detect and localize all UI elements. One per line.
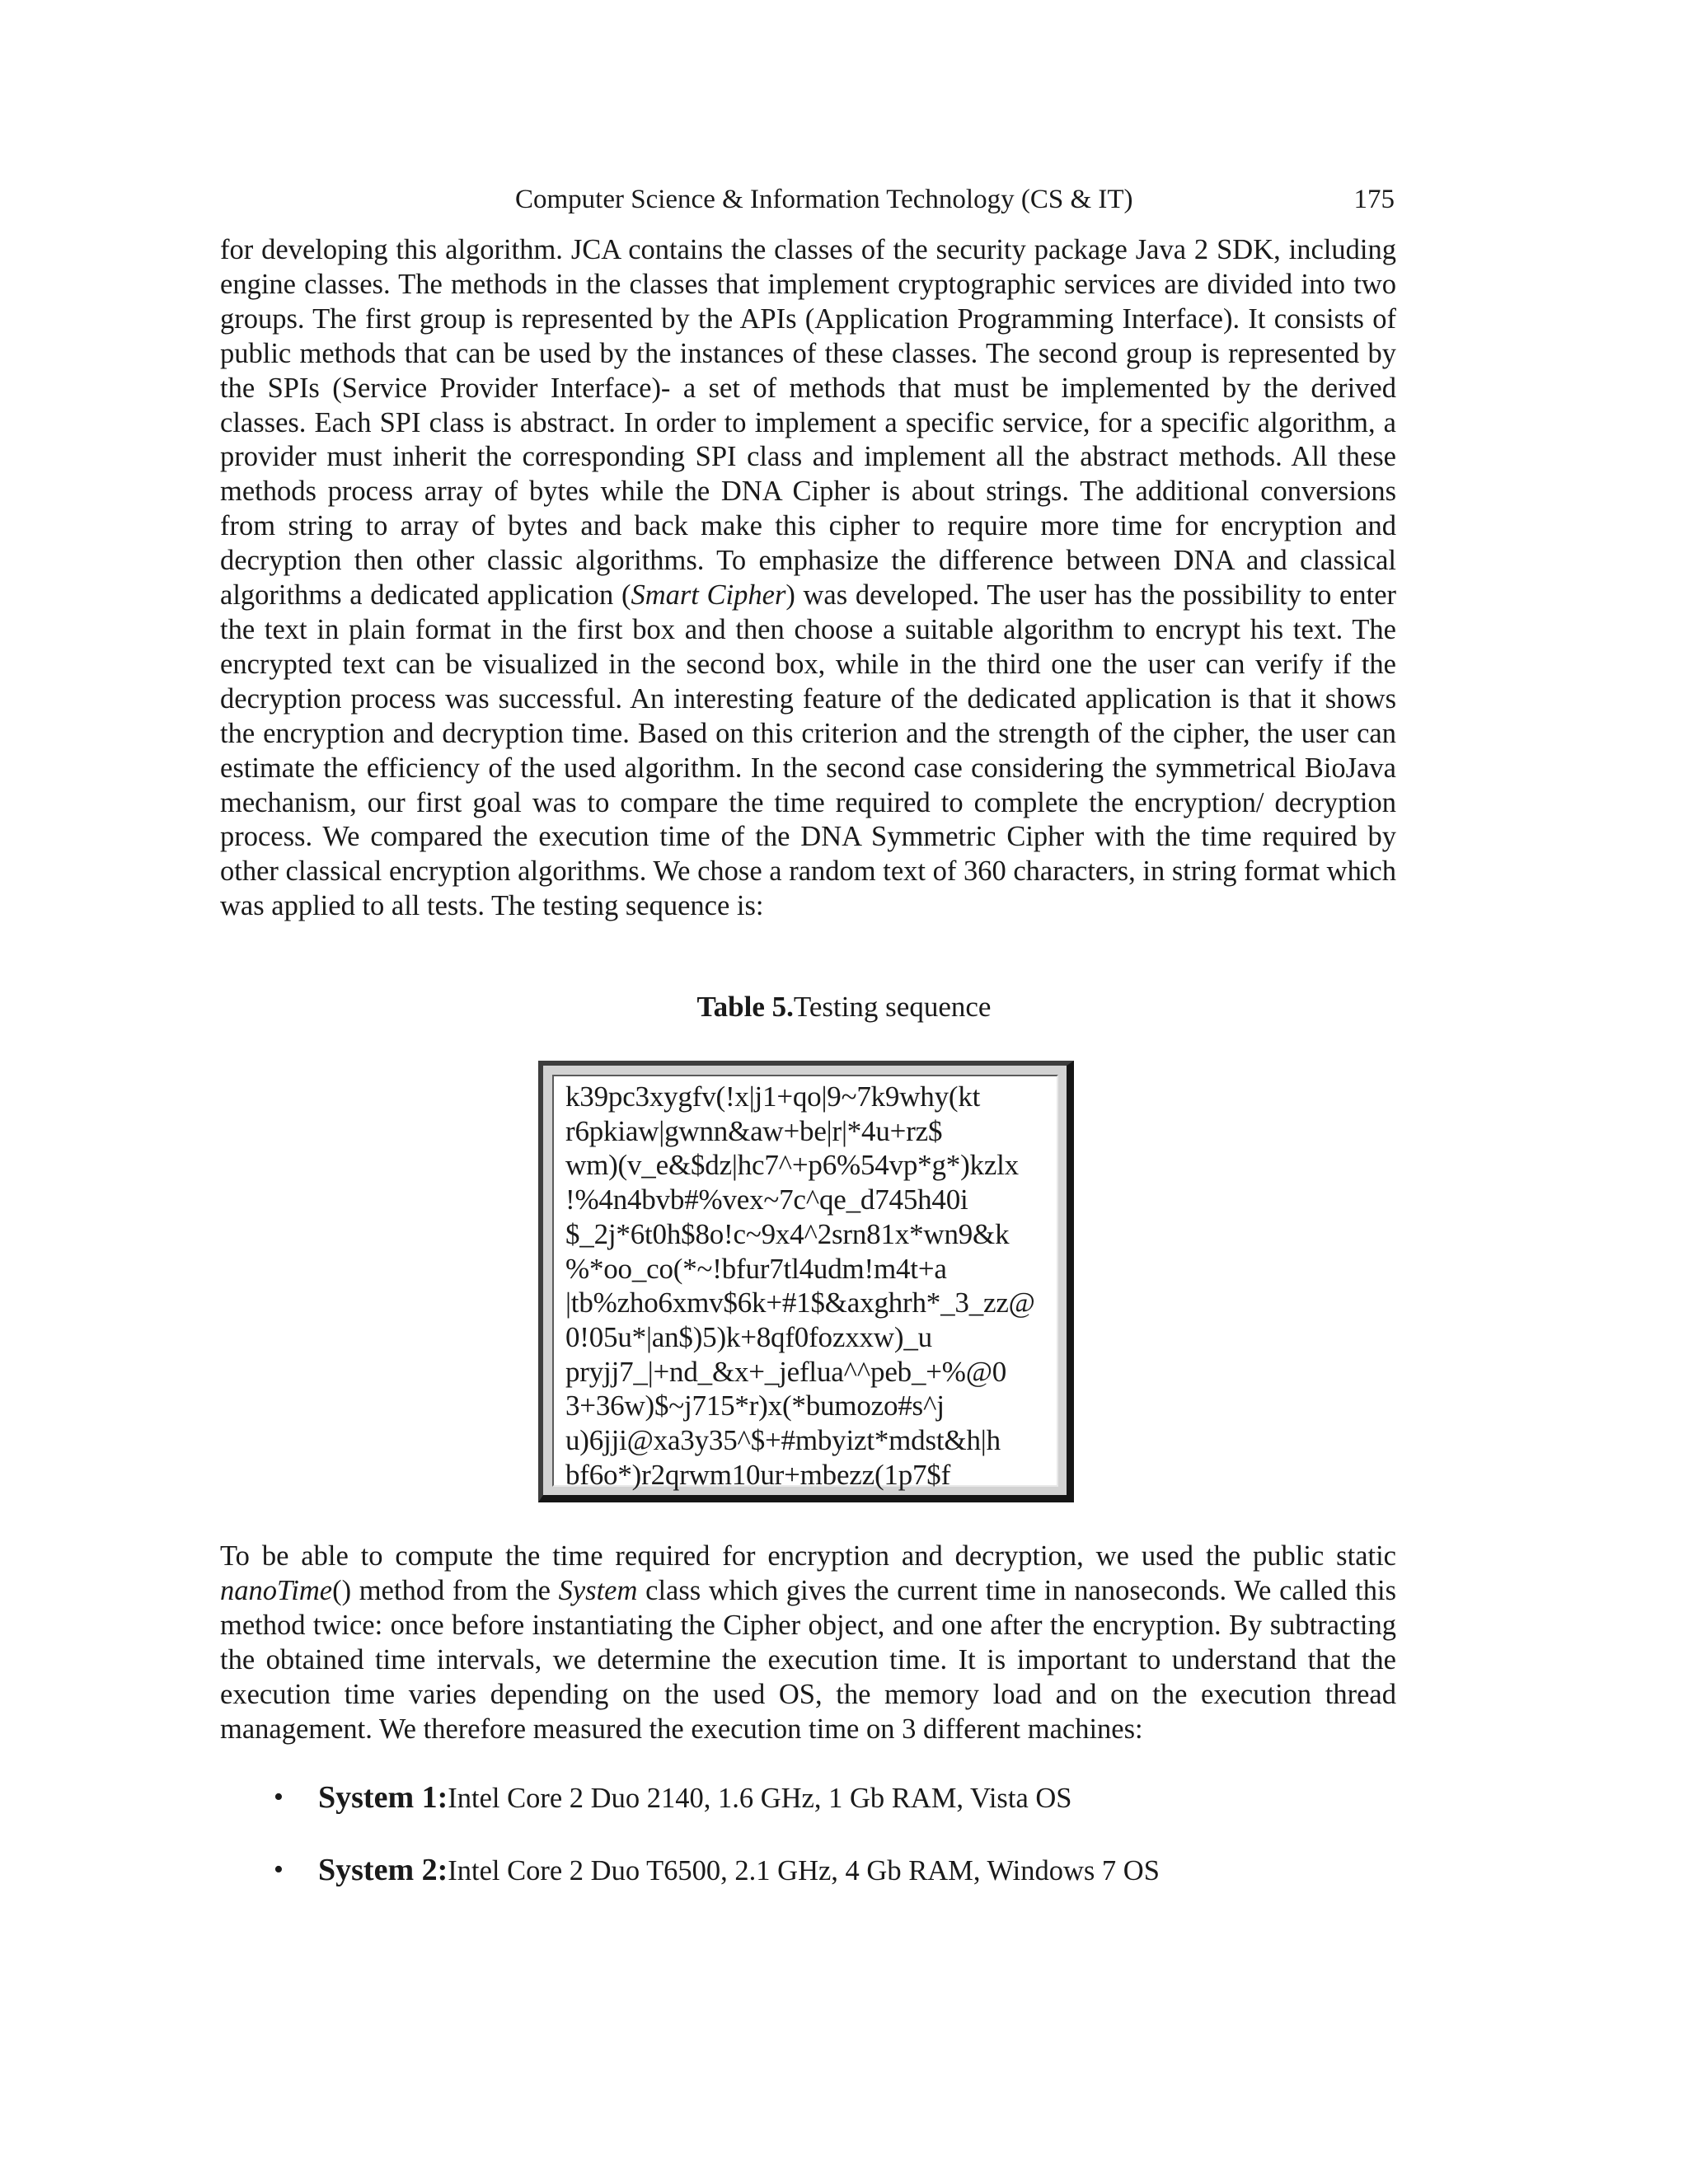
table-label: Table 5. <box>696 991 794 1023</box>
testing-sequence-text-area <box>552 1075 1058 1491</box>
sequence-line: wm)(v_e&$dz|hc7^+p6%54vp*g*)kzlx <box>565 1149 1019 1182</box>
body-paragraph <box>220 1540 1396 1746</box>
sequence-line: u)6jji@xa3y35^$+#mbyizt*mdst&h|h <box>565 1424 1001 1457</box>
system-list <box>220 1779 1396 1924</box>
sequence-line: 3+36w)$~j715*r)x(*bumozo#s^j <box>565 1390 945 1422</box>
list-item <box>220 1779 1396 1816</box>
running-header: Computer Science & Information Technology (CS & IT) <box>515 185 1133 214</box>
sequence-line: !%4n4bvb#%vex~7c^qe_d745h40i <box>565 1183 968 1216</box>
paragraph-text: class which gives the current time in nanoseconds. We called this method twice: once before instantiating the Cipher object, and one after the encryption. By subtracting the obtained time intervals, we determine the execution time. It is important to understand that the execution time varies depending on the used OS, the memory load and on the execution thread management. We therefore measured the execution time on 3 different machines: <box>220 1574 1396 1745</box>
system-label: System 1: <box>318 1780 448 1815</box>
sequence-line: k39pc3xygfv(!x|j1+qo|9~7k9why(kt <box>565 1080 981 1113</box>
sequence-line: |tb%zho6xmv$6k+#1$&axghrh*_3_zz@ <box>565 1286 1035 1319</box>
app-name-italic: Smart Cipher <box>631 579 786 612</box>
bullet-icon: • <box>274 1782 284 1812</box>
paragraph-text: () method from the <box>332 1574 559 1606</box>
sequence-line: pryjj7_|+nd_&x+_jeflua^^peb_+%@0 <box>565 1355 1007 1388</box>
sequence-line: 0!05u*|an$)5)k+8qf0fozxxw)_u <box>565 1320 932 1353</box>
system-spec: Intel Core 2 Duo 2140, 1.6 GHz, 1 Gb RAM, Vista OS <box>448 1783 1072 1814</box>
class-name-italic: System <box>558 1574 638 1606</box>
page-number: 175 <box>1353 185 1395 214</box>
sequence-line: bf6o*)r2qrwm10ur+mbezz(1p7$f <box>565 1458 951 1491</box>
list-item <box>220 1851 1396 1889</box>
sequence-line: r6pkiaw|gwnn&aw+be|r|*4u+rz$ <box>565 1114 943 1147</box>
table-caption <box>0 990 1688 1024</box>
body-paragraph <box>220 233 1396 924</box>
bullet-icon: • <box>274 1854 284 1885</box>
system-entry <box>318 1851 1160 1890</box>
sequence-line: %*oo_co(*~!bfur7tl4udm!m4t+a <box>565 1252 947 1285</box>
paragraph-text: for developing this algorithm. JCA contains the classes of the security package Java 2 SDK, including engine classes. The methods in the classes that implement cryptographic services are divided into two groups. The first group is represented by the APIs (Application Programming Interface). It consists of public methods that can be used by the instances of these classes. The second group is represented by the SPIs (Service Provider Interface)- a set of methods that must be implemented by the derived classes. Each SPI class is abstract. In order to implement a specific service, for a specific algorithm, a provider must inherit the corresponding SPI class and implement all the abstract methods. All these methods process array of bytes while the DNA Cipher is about strings. The additional conversions from string to array of bytes and back make this cipher to require more time for encryption and decryption then other classic algorithms. To emphasize the difference between DNA and classical algorithms a dedicated application ( <box>220 234 1396 612</box>
paragraph-text: ) was developed. The user has the possibility to enter the text in plain format in the first box and then choose a suitable algorithm to encrypt his text. The encrypted text can be visualized in the second box, while in the third one the user can verify if the decryption process was successful. An interesting feature of the dedicated application is that it shows the encryption and decryption time. Based on this criterion and the strength of the cipher, the user can estimate the efficiency of the used algorithm. In the second case considering the symmetrical BioJava mechanism, our first goal was to compare the time required to complete the encryption/ decryption process. We compared the execution time of the DNA Symmetric Cipher with the time required by other classical encryption algorithms. We chose a random text of 360 characters, in string format which was applied to all tests. The testing sequence is: <box>220 579 1397 922</box>
method-name-italic: nanoTime <box>220 1574 333 1606</box>
system-entry <box>318 1779 1071 1817</box>
system-spec: Intel Core 2 Duo T6500, 2.1 GHz, 4 Gb RAM, Windows 7 OS <box>448 1855 1160 1886</box>
sequence-line: $_2j*6t0h$8o!c~9x4^2srn81x*wn9&k <box>565 1217 1010 1250</box>
system-label: System 2: <box>318 1853 448 1887</box>
testing-sequence-box <box>538 1061 1074 1502</box>
paragraph-text: To be able to compute the time required for encryption and decryption, we used the public static <box>220 1540 1396 1572</box>
table-title: Testing sequence <box>793 991 992 1023</box>
